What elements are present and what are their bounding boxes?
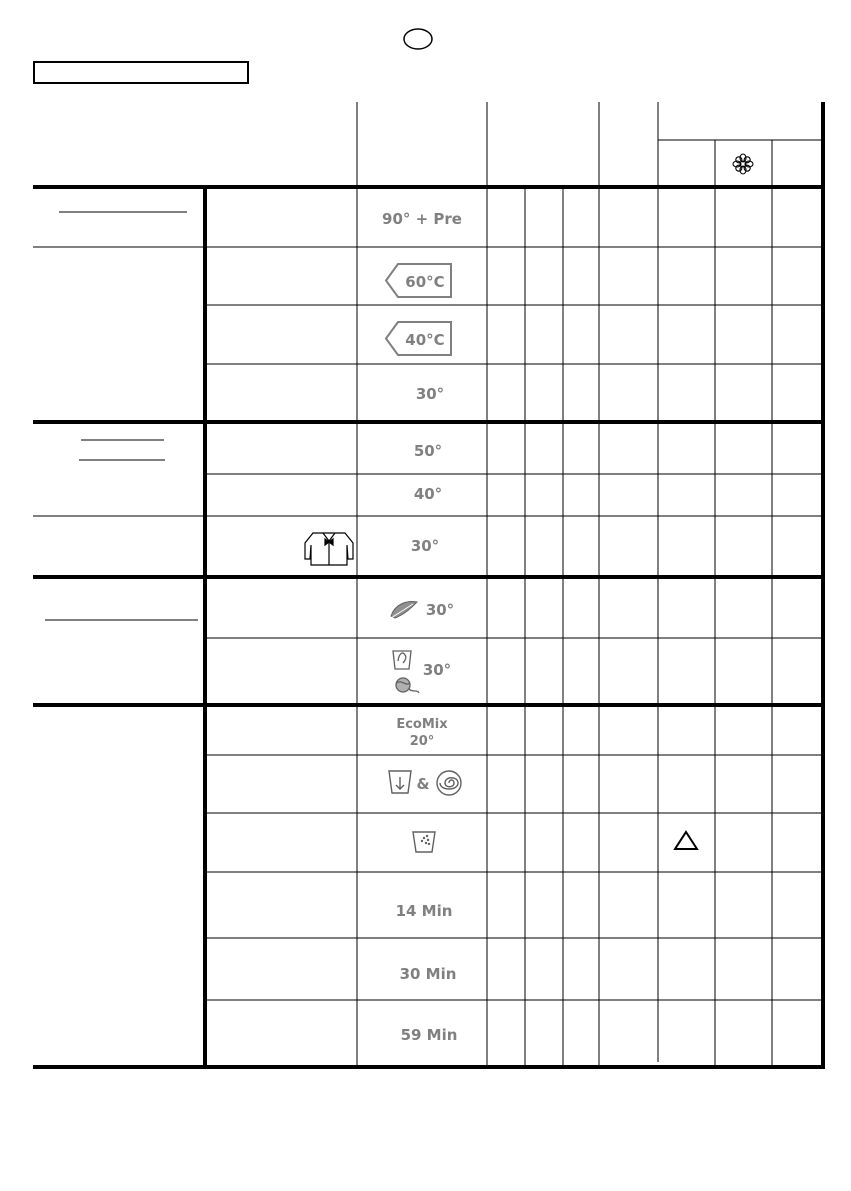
group-separators — [33, 187, 825, 1067]
rinse-icon — [413, 832, 435, 852]
program-label-5: 50° — [413, 442, 443, 460]
wool-feather-icon — [391, 602, 417, 618]
program-label-6: 40° — [413, 485, 443, 503]
program-label-13: 14 Min — [395, 902, 453, 920]
program-label-8: 30° — [425, 601, 455, 619]
program-label-15: 59 Min — [400, 1026, 458, 1044]
program-label-11: & — [416, 775, 430, 793]
program-label-2: 60°C — [405, 273, 445, 291]
tag-shape-40 — [386, 322, 451, 355]
program-label-9: 30° — [422, 661, 452, 679]
flower-icon — [733, 154, 753, 174]
country-badge — [404, 29, 432, 49]
shirt-icon — [305, 533, 353, 565]
left-underlines — [45, 212, 198, 620]
hand-wash-yarn-icon — [393, 651, 419, 693]
program-label-4: 30° — [415, 385, 445, 403]
program-label-10a: EcoMix — [396, 717, 448, 732]
row-separators — [33, 247, 823, 1000]
program-label-10b: 20° — [409, 734, 435, 749]
triangle-icon — [675, 832, 697, 849]
program-label-7: 30° — [410, 537, 440, 555]
program-label-3: 40°C — [405, 331, 445, 349]
program-label-1: 90° + Pre — [382, 210, 462, 228]
program-label-14: 30 Min — [399, 965, 457, 983]
tag-shape-60 — [386, 264, 451, 297]
